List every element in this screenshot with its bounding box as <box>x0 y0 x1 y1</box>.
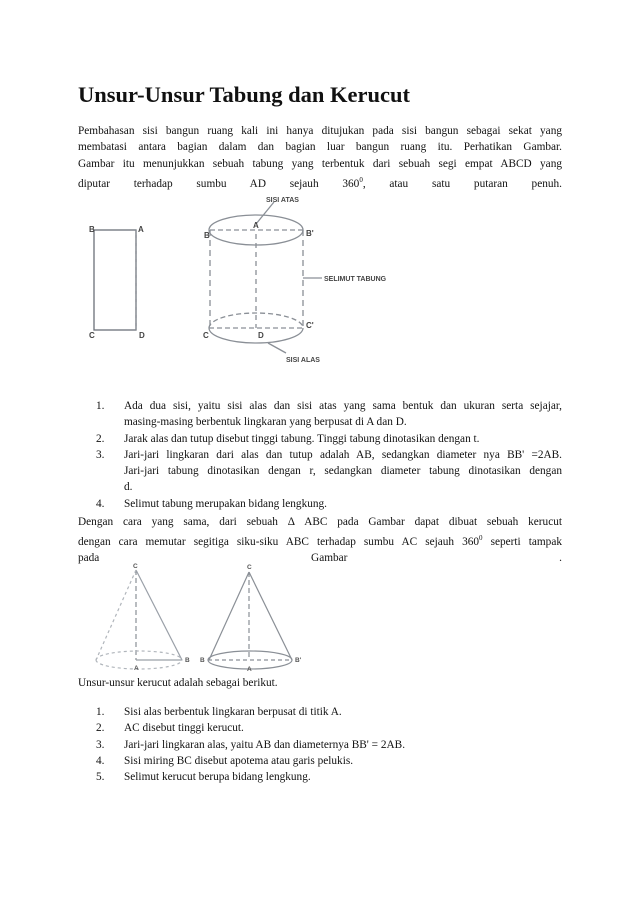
page-title: Unsur-Unsur Tabung dan Kerucut <box>78 82 410 107</box>
label-b-prime: B' <box>306 229 314 238</box>
cone-label-a: A <box>134 665 139 672</box>
intro-line: Pembahasan sisi bangun ruang kali ini hanya ditujukan pada sisi bangun sebagai sekat yang <box>78 125 562 137</box>
label-sisi-alas: SISI ALAS <box>286 357 320 364</box>
cone-line: Dengan cara yang sama, dari sebuah Δ ABC pada Gambar dapat dibuat sebuah kerucut <box>78 516 562 528</box>
label-c2: C <box>203 331 209 340</box>
list-line: Selimut tabung merupakan bidang lengkung. <box>124 497 327 510</box>
list-number: 3. <box>96 448 105 461</box>
cylinder-figure <box>78 188 387 368</box>
cone-text: dengan cara memutar segitiga siku-siku ABC terhadap sumbu AC sejauh 360 <box>78 536 480 549</box>
intro-line: membatasi antara bagian dalam dan bagian luar bangun ruang itu. Perhatikan Gambar. <box>78 141 562 154</box>
list-item <box>96 737 562 753</box>
intro-text: , atau satu putaran penuh. <box>362 177 562 190</box>
list-text: Sisi alas berbentuk lingkaran berpusat di titik A. <box>124 706 342 718</box>
cone-label-b2: B <box>200 657 205 664</box>
label-d: D <box>139 331 145 340</box>
intro-paragraph <box>78 123 562 192</box>
list-number: 5. <box>96 771 105 784</box>
label-selimut: SELIMUT TABUNG <box>324 276 387 283</box>
list-item <box>96 704 562 720</box>
cone-intro: Unsur-unsur kerucut adalah sebagai berikut. <box>78 677 278 689</box>
cone-text: Gambar <box>311 552 348 565</box>
cylinder-elements-list <box>96 398 562 512</box>
label-c: C <box>89 331 95 340</box>
cone-text: pada <box>78 552 100 565</box>
list-item <box>96 720 562 736</box>
list-line: Jari-jari tabung dinotasikan dengan r, sedangkan diameter tabung dinotasikan dengan <box>124 465 562 478</box>
cone-text: . <box>559 552 562 565</box>
list-item <box>96 431 562 447</box>
list-item <box>96 769 562 785</box>
list-number: 2. <box>96 722 105 735</box>
label-sisi-atas: SISI ATAS <box>266 197 299 204</box>
cone-figure <box>92 560 312 672</box>
degree-sup: 0 <box>359 175 363 184</box>
intro-line: Gambar itu menunjukkan sebuah tabung yang terbentuk dari sebuah segi empat ABCD yang <box>78 157 562 170</box>
list-text: AC disebut tinggi kerucut. <box>124 722 244 735</box>
label-c-prime: C' <box>306 321 314 330</box>
list-line: Jarak alas dan tutup disebut tinggi tabung. Tinggi tabung dinotasikan dengan t. <box>124 432 480 445</box>
cone-label-b-prime: B' <box>295 657 302 664</box>
cone-label-a2: A <box>247 666 252 673</box>
list-item <box>96 447 562 496</box>
degree-sup: 0 <box>479 534 483 543</box>
label-a: A <box>138 225 144 234</box>
cone-label-c2: C <box>247 564 252 571</box>
list-text: Selimut kerucut berupa bidang lengkung. <box>124 771 311 784</box>
label-d2: D <box>258 331 264 340</box>
cone-paragraph <box>78 514 562 567</box>
label-b2: B <box>204 231 210 240</box>
list-number: 1. <box>96 706 105 718</box>
list-item <box>96 398 562 431</box>
label-a2: A <box>253 221 259 230</box>
list-item <box>96 753 562 769</box>
label-b: B <box>89 225 95 234</box>
list-line: Ada dua sisi, yaitu sisi alas dan sisi atas yang sama bentuk dan ukuran serta sejajar, <box>124 400 562 412</box>
list-line: masing-masing berbentuk lingkaran yang berpusat di A dan D. <box>124 416 407 429</box>
cone-label-b: B <box>185 657 190 664</box>
list-line: Jari-jari lingkaran dari alas dan tutup adalah AB, sedangkan diameter nya BB' =2AB. <box>124 448 562 461</box>
cone-text: seperti tampak <box>482 536 562 549</box>
list-number: 2. <box>96 432 105 445</box>
list-item <box>96 496 562 512</box>
cone-label-c: C <box>133 563 138 570</box>
list-line: d. <box>124 481 133 494</box>
cone-line <box>78 530 562 550</box>
list-text: Jari-jari lingkaran alas, yaitu AB dan diameternya BB' = 2AB. <box>124 738 406 751</box>
list-number: 3. <box>96 738 105 751</box>
cone-elements-list <box>96 704 562 785</box>
list-text: Sisi miring BC disebut apotema atau garis pelukis. <box>124 754 354 767</box>
list-number: 1. <box>96 400 105 412</box>
intro-text: diputar terhadap sumbu AD sejauh 360 <box>78 177 360 190</box>
list-number: 4. <box>96 754 105 767</box>
list-number: 4. <box>96 497 105 510</box>
